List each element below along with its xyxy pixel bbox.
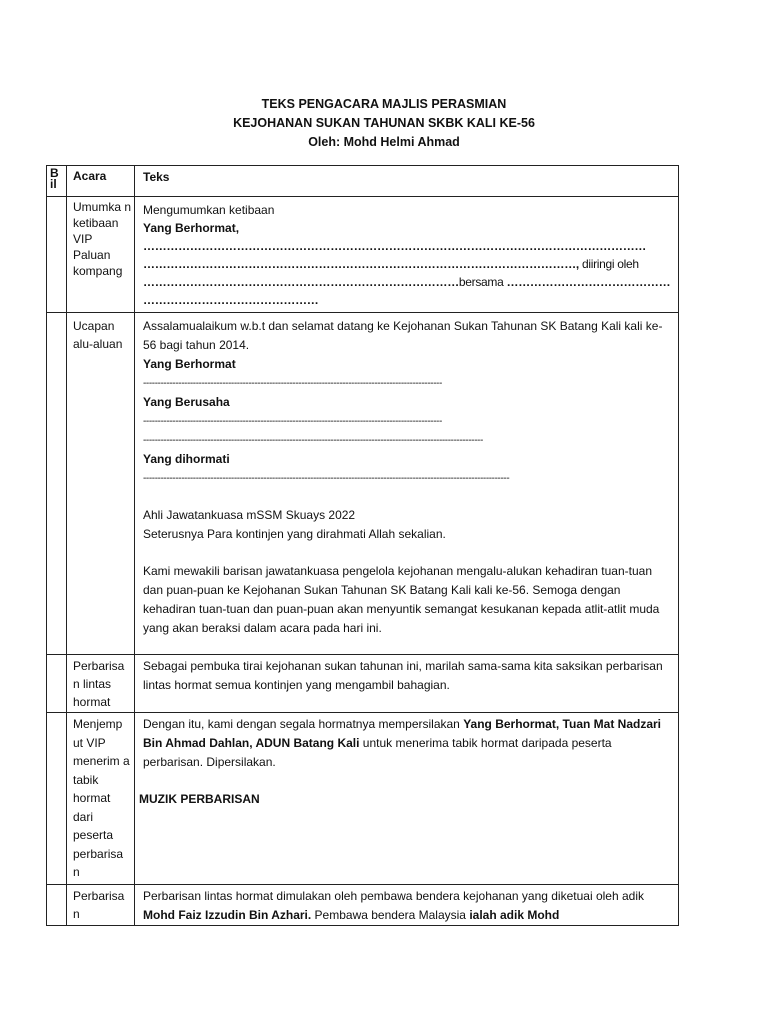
acara-cell: Perbarisa n <box>67 885 135 926</box>
document-header <box>0 95 768 152</box>
table-row <box>47 655 679 713</box>
acara-cell: Perbarisa n lintas hormat <box>67 655 135 713</box>
table-row <box>47 885 679 926</box>
title-line-1: TEKS PENGACARA MAJLIS PERASMIAN <box>261 97 507 111</box>
col-header-teks: Teks <box>135 166 679 197</box>
teks-cell: Mengumumkan ketibaan Yang Berhormat, ………………………………………………………………………………………………………………… …………………………………………………………………………………………………, diiringi oleh ………………………………………………………………………bersama …………………………………… ……………………………………… <box>135 197 679 313</box>
acara-cell: Menjemp ut VIP menerim a tabik hormat dari peserta perbarisa n <box>67 713 135 885</box>
teks-cell: Sebagai pembuka tirai kejohanan sukan tahunan ini, marilah sama-sama kita saksikan perbarisan lintas hormat semua kontinjen yang mengambil bahagian. <box>135 655 679 713</box>
title-line-2: KEJOHANAN SUKAN TAHUNAN SKBK KALI KE-56 <box>233 116 535 130</box>
col-header-bil: B il <box>47 166 67 197</box>
table-row <box>47 197 679 313</box>
teks-cell: Dengan itu, kami dengan segala hormatnya mempersilakan Yang Berhormat, Tuan Mat Nadzari Bin Ahmad Dahlan, ADUN Batang Kali untuk menerima tabik hormat daripada peserta perbarisan. Dipersilakan. MUZIK PERBARISAN <box>135 713 679 885</box>
teks-cell: Perbarisan lintas hormat dimulakan oleh pembawa bendera kejohanan yang diketuai oleh adik Mohd Faiz Izzudin Bin Azhari. Pembawa bendera Malaysia ialah adik Mohd <box>135 885 679 926</box>
acara-cell: Umumka n ketibaan VIP Paluan kompang <box>67 197 135 313</box>
script-table <box>46 165 679 926</box>
table-row <box>47 713 679 885</box>
acara-cell: Ucapan alu-aluan <box>67 313 135 655</box>
author-line: Oleh: Mohd Helmi Ahmad <box>308 135 460 149</box>
table-row <box>47 313 679 655</box>
teks-cell: Assalamualaikum w.b.t dan selamat datang ke Kejohanan Sukan Tahunan SK Batang Kali kali ke-56 bagi tahun 2014. Yang Berhormat ------------------------------------------------------------------------------------------------------ Yang Berusaha ------------------------------------------------------------------------------------------------------ -------------------------------------------------------------------------------------------------------------------- Yang dihormati ----------------------------------------------------------------------------------------------------------------------------- Ahli Jawatankuasa mSSM Skuays 2022 Seterusnya Para kontinjen yang dirahmati Allah sekalian. Kami mewakili barisan jawatankuasa pengelola kejohanan mengalu-alukan kehadiran tuan-tuan dan puan-puan ke Kejohanan Sukan Tahunan SK Batang Kali kali ke-56. Semoga dengan kehadiran tuan-tuan dan puan-puan akan menyuntik semangat kesukanan kepada atlit-atlit muda yang akan beraksi dalam acara pada hari ini. <box>135 313 679 655</box>
col-header-acara: Acara <box>67 166 135 197</box>
table-header-row <box>47 166 679 197</box>
